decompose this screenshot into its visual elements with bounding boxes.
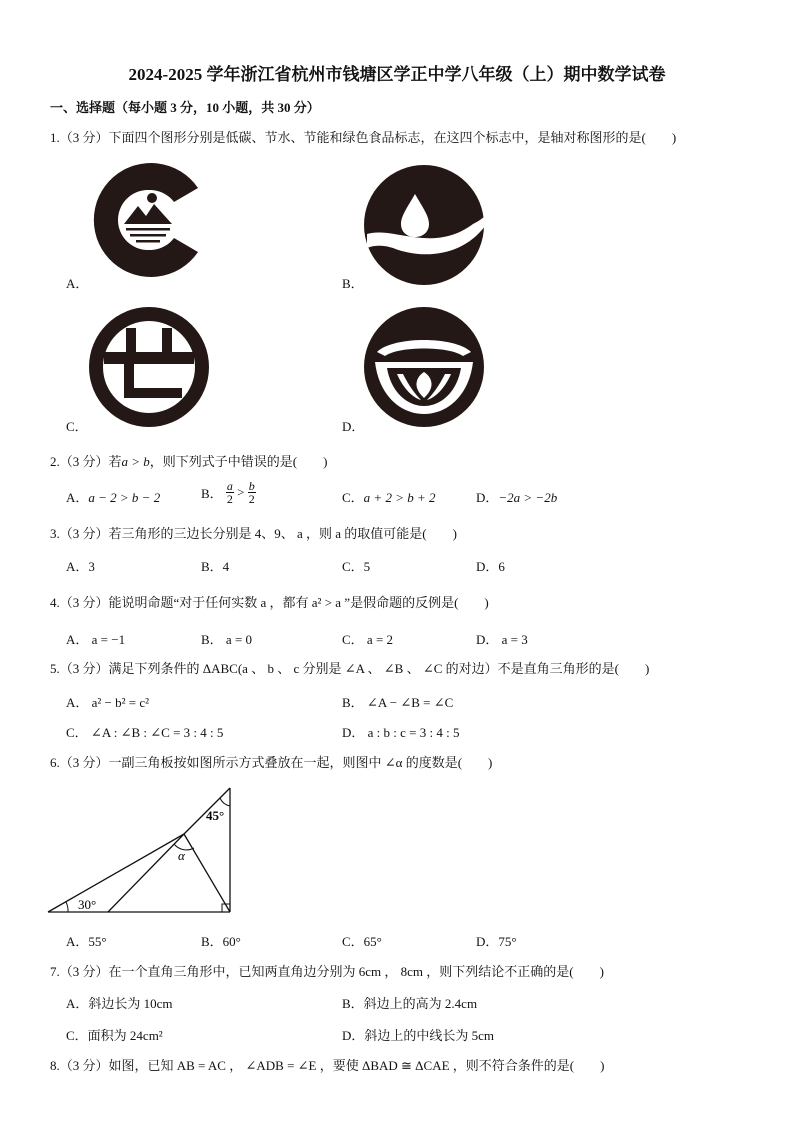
page-title: 2024-2025 学年浙江省杭州市钱塘区学正中学八年级（上）期中数学试卷 (128, 65, 666, 84)
q3-option-a: A．3 (66, 559, 95, 574)
q5-option-d: D． a : b : c = 3 : 4 : 5 (342, 725, 460, 740)
q4-option-c: C． a = 2 (342, 632, 394, 647)
q7-option-a: A．斜边长为 10cm (66, 996, 173, 1011)
question-8-stem: 8.（3 分）如图，已知 AB = AC ， ∠ADB = ∠E ，要使 ΔBAD ≅ ΔCAE ，则不符合条件的是( ) (50, 1058, 605, 1073)
triangle-set-figure (44, 782, 240, 918)
q5-option-a: A． a² − b² = c² (66, 695, 150, 710)
q4-option-a: A． a = −1 (66, 632, 126, 647)
water-saving-logo-icon (363, 164, 485, 286)
q7-option-b: B．斜边上的高为 2.4cm (342, 996, 478, 1011)
q6-option-d: D．75° (476, 934, 517, 949)
q1-option-a-label: A． (66, 276, 89, 291)
question-4-stem: 4.（3 分）能说明命题“对于任何实数 a ，都有 a² > a ”是假命题的反例是( ) (50, 595, 489, 610)
energy-saving-logo-icon (88, 306, 210, 428)
q6-option-b: B．60° (201, 934, 241, 949)
q4-option-b: B． a = 0 (201, 632, 253, 647)
q1-option-b-label: B． (342, 276, 364, 291)
section-heading: 一、选择题（每小题 3 分，10 小题，共 30 分） (50, 100, 320, 115)
q4-option-d: D． a = 3 (476, 632, 528, 647)
q3-option-d: D．6 (476, 559, 505, 574)
green-food-logo-icon (363, 306, 485, 428)
question-2-stem: 2.（3 分）若a > b，则下列式子中错误的是( ) (50, 454, 328, 469)
low-carbon-logo-icon (88, 160, 210, 280)
q5-option-b: B． ∠A − ∠B = ∠C (342, 695, 454, 710)
q2-option-c: C．a + 2 > b + 2 (342, 490, 436, 505)
question-5-stem: 5.（3 分）满足下列条件的 ΔABC(a 、 b 、 c 分别是 ∠A 、 ∠B 、 ∠C 的对边）不是直角三角形的是( ) (50, 661, 650, 676)
question-1-stem: 1.（3 分）下面四个图形分别是低碳、节水、节能和绿色食品标志，在这四个标志中，是轴对称图形的是( ) (50, 130, 677, 145)
label-alpha: α (178, 848, 185, 863)
question-6-stem: 6.（3 分）一副三角板按如图所示方式叠放在一起，则图中 ∠α 的度数是( ) (50, 755, 493, 770)
q2-option-b: B． $\frac{a}{2}$ > $\frac{b}{2}$ (201, 479, 255, 506)
q1-option-d-label: D． (342, 419, 365, 434)
q3-option-c: C．5 (342, 559, 371, 574)
label-30: 30° (78, 897, 97, 912)
q5-option-c: C． ∠A : ∠B : ∠C = 3 : 4 : 5 (66, 725, 224, 740)
label-45: 45° (206, 808, 225, 823)
q2-option-a: A．a − 2 > b − 2 (66, 490, 161, 505)
q6-option-c: C．65° (342, 934, 382, 949)
q7-option-d: D．斜边上的中线长为 5cm (342, 1028, 495, 1043)
question-7-stem: 7.（3 分）在一个直角三角形中，已知两直角边分别为 6cm ， 8cm ，则下列结论不正确的是( ) (50, 964, 604, 979)
question-3-stem: 3.（3 分）若三角形的三边长分别是 4、9、 a ，则 a 的取值可能是( ) (50, 526, 457, 541)
q1-option-c-label: C． (66, 419, 88, 434)
q2-option-d: D．−2a > −2b (476, 490, 558, 505)
q6-option-a: A．55° (66, 934, 107, 949)
q3-option-b: B．4 (201, 559, 230, 574)
q7-option-c: C．面积为 24cm² (66, 1028, 163, 1043)
